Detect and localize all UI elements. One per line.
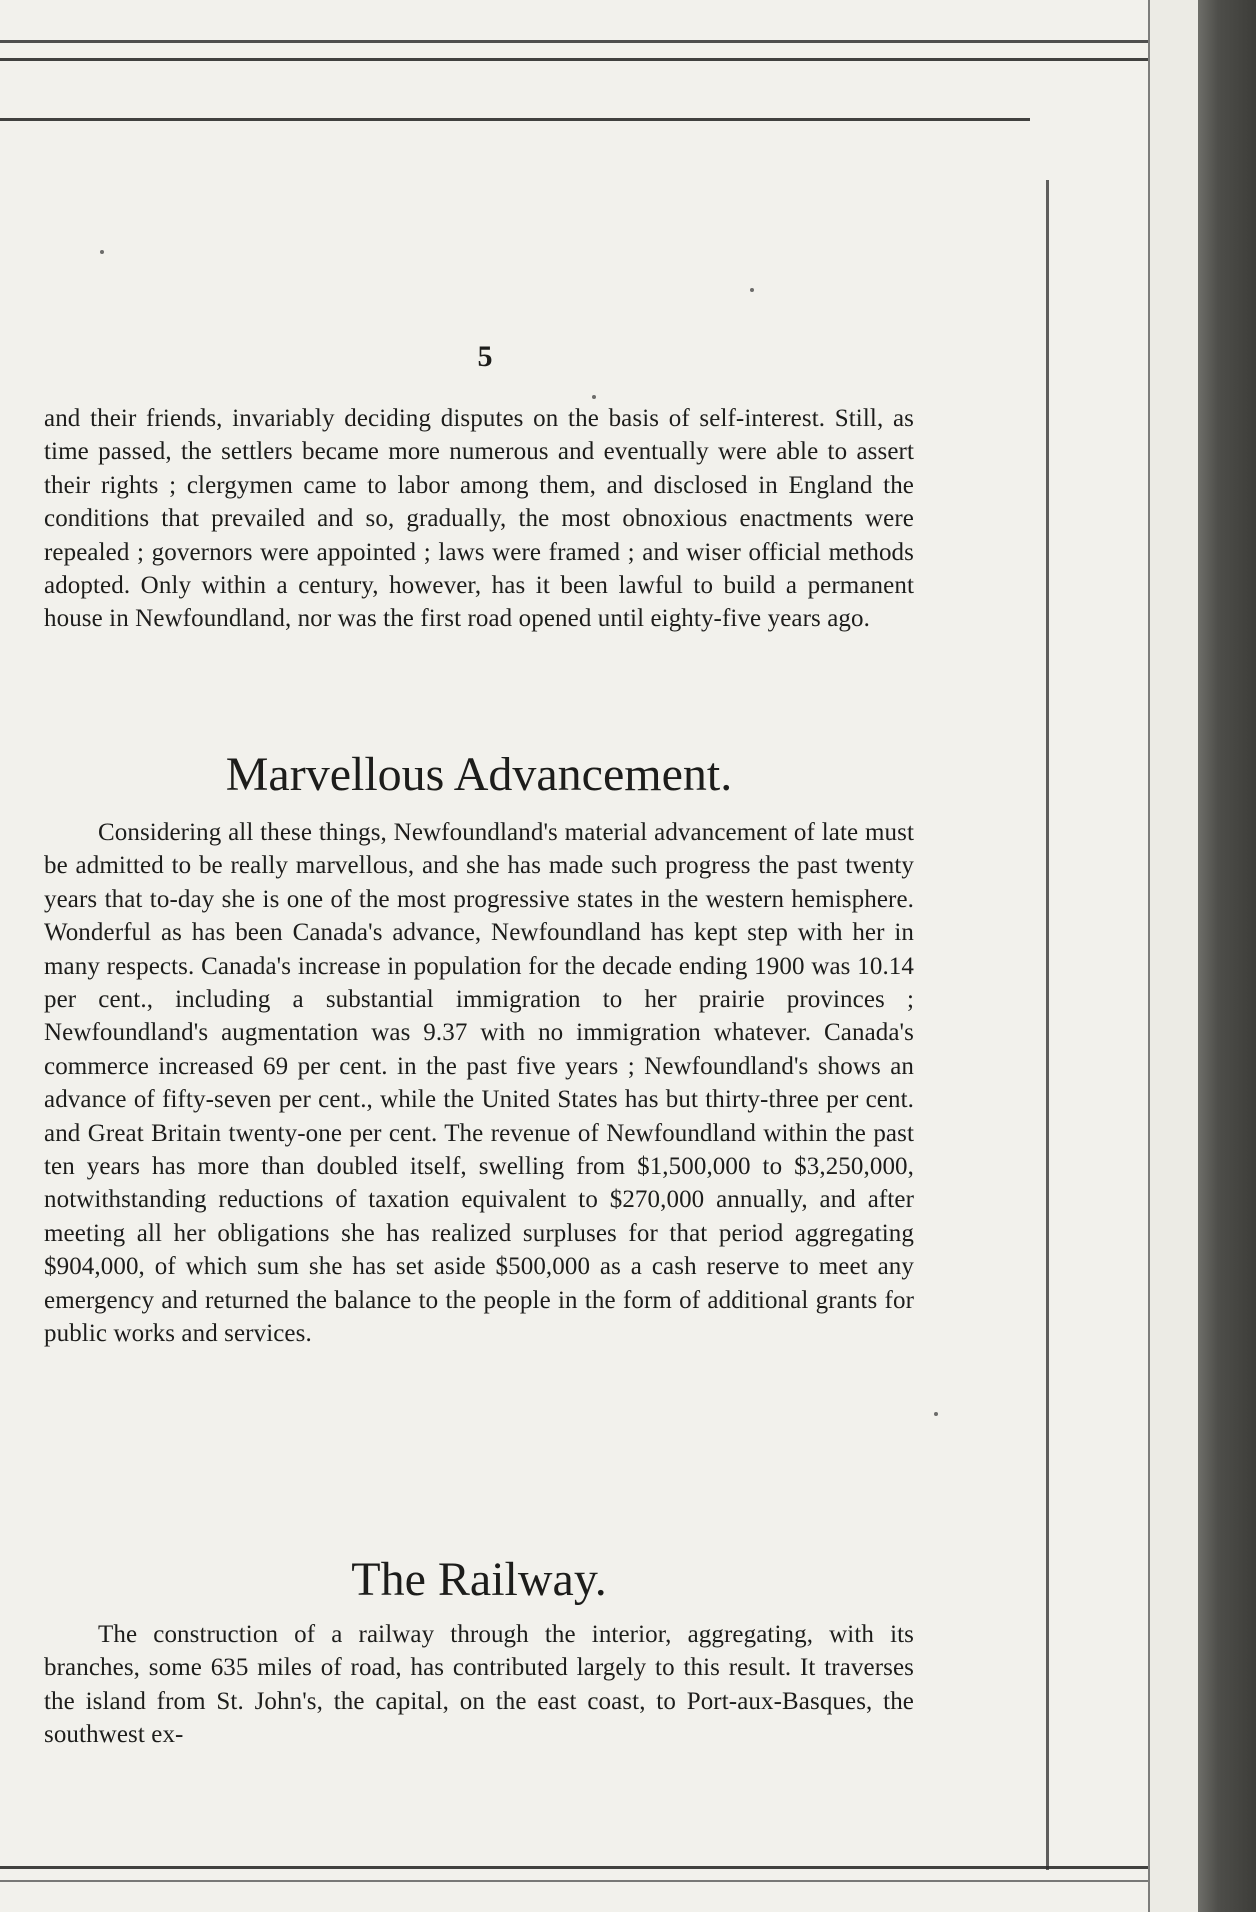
scan-speck [100, 250, 104, 254]
scan-margin [1150, 0, 1198, 1912]
page-border-right [1148, 0, 1150, 1912]
intro-paragraph: and their friends, invariably deciding disputes on the basis of self-interest. Still, as time passed, the settlers became more numerous and eventually were able to assert their rights ; clergymen came to labor among them, and disclosed in England the conditions that prevailed and so, gradually, the most obnoxious enactments were repealed ; governors were appointed ; laws were framed ; and wiser official methods adopted. Only within a century, however, has it been lawful to build a permanent house in Newfoundland, nor was the first road opened until eighty-five years ago. [44, 405, 914, 633]
scan-dark-edge [1198, 0, 1256, 1912]
bottom-rule [0, 1880, 1148, 1882]
page-number: 5 [477, 340, 493, 373]
top-rule [0, 40, 1148, 43]
column-border-right [1046, 180, 1049, 1870]
scan-speck [750, 288, 754, 292]
section-body-block [44, 1618, 914, 1752]
section-heading: Marvellous Advancement. [225, 748, 733, 801]
section-paragraph: The construction of a railway through the interior, aggregating, with its branches, some 635 miles of road, has contributed largely to this result. It traverses the island from St. John's, the capital, on the east coast, to Port-aux-Basques, the southwest ex- [44, 1621, 914, 1749]
scan-speck [934, 1412, 938, 1416]
section-paragraph: Considering all these things, Newfoundland's material advancement of late must be admitted to be really marvellous, and she has made such progress the past twenty years that to-day she is one of the most progressive states in the western hemisphere. Wonderful as has been Canada's advance, Newfoundland has kept step with her in many respects. Canada's increase in population for the decade ending 1900 was 10.14 per cent., including a substantial immigration to her prairie provinces ; Newfoundland's augmentation was 9.37 with no immigration whatever. Canada's commerce increased 69 per cent. in the past five years ; Newfoundland's shows an advance of fifty-seven per cent., while the United States has but thirty-three per cent. and Great Britain twenty-one per cent. The revenue of Newfoundland within the past ten years has more than doubled itself, swelling from $1,500,000 to $3,250,000, notwithstanding reductions of taxation equivalent to $270,000 annually, and after meeting all her obligations she has realized surpluses for that period aggregating $904,000, of which sum she has set aside $500,000 as a cash reserve to meet any emergency and returned the balance to the people in the form of additional grants for public works and services. [44, 819, 914, 1348]
scan-speck [592, 395, 596, 399]
section-heading: The Railway. [351, 1553, 607, 1606]
bottom-rule [0, 1866, 1148, 1869]
top-rule [0, 118, 1030, 121]
top-rule [0, 58, 1148, 61]
section-body-block [44, 816, 914, 1351]
intro-text-block [44, 402, 914, 636]
